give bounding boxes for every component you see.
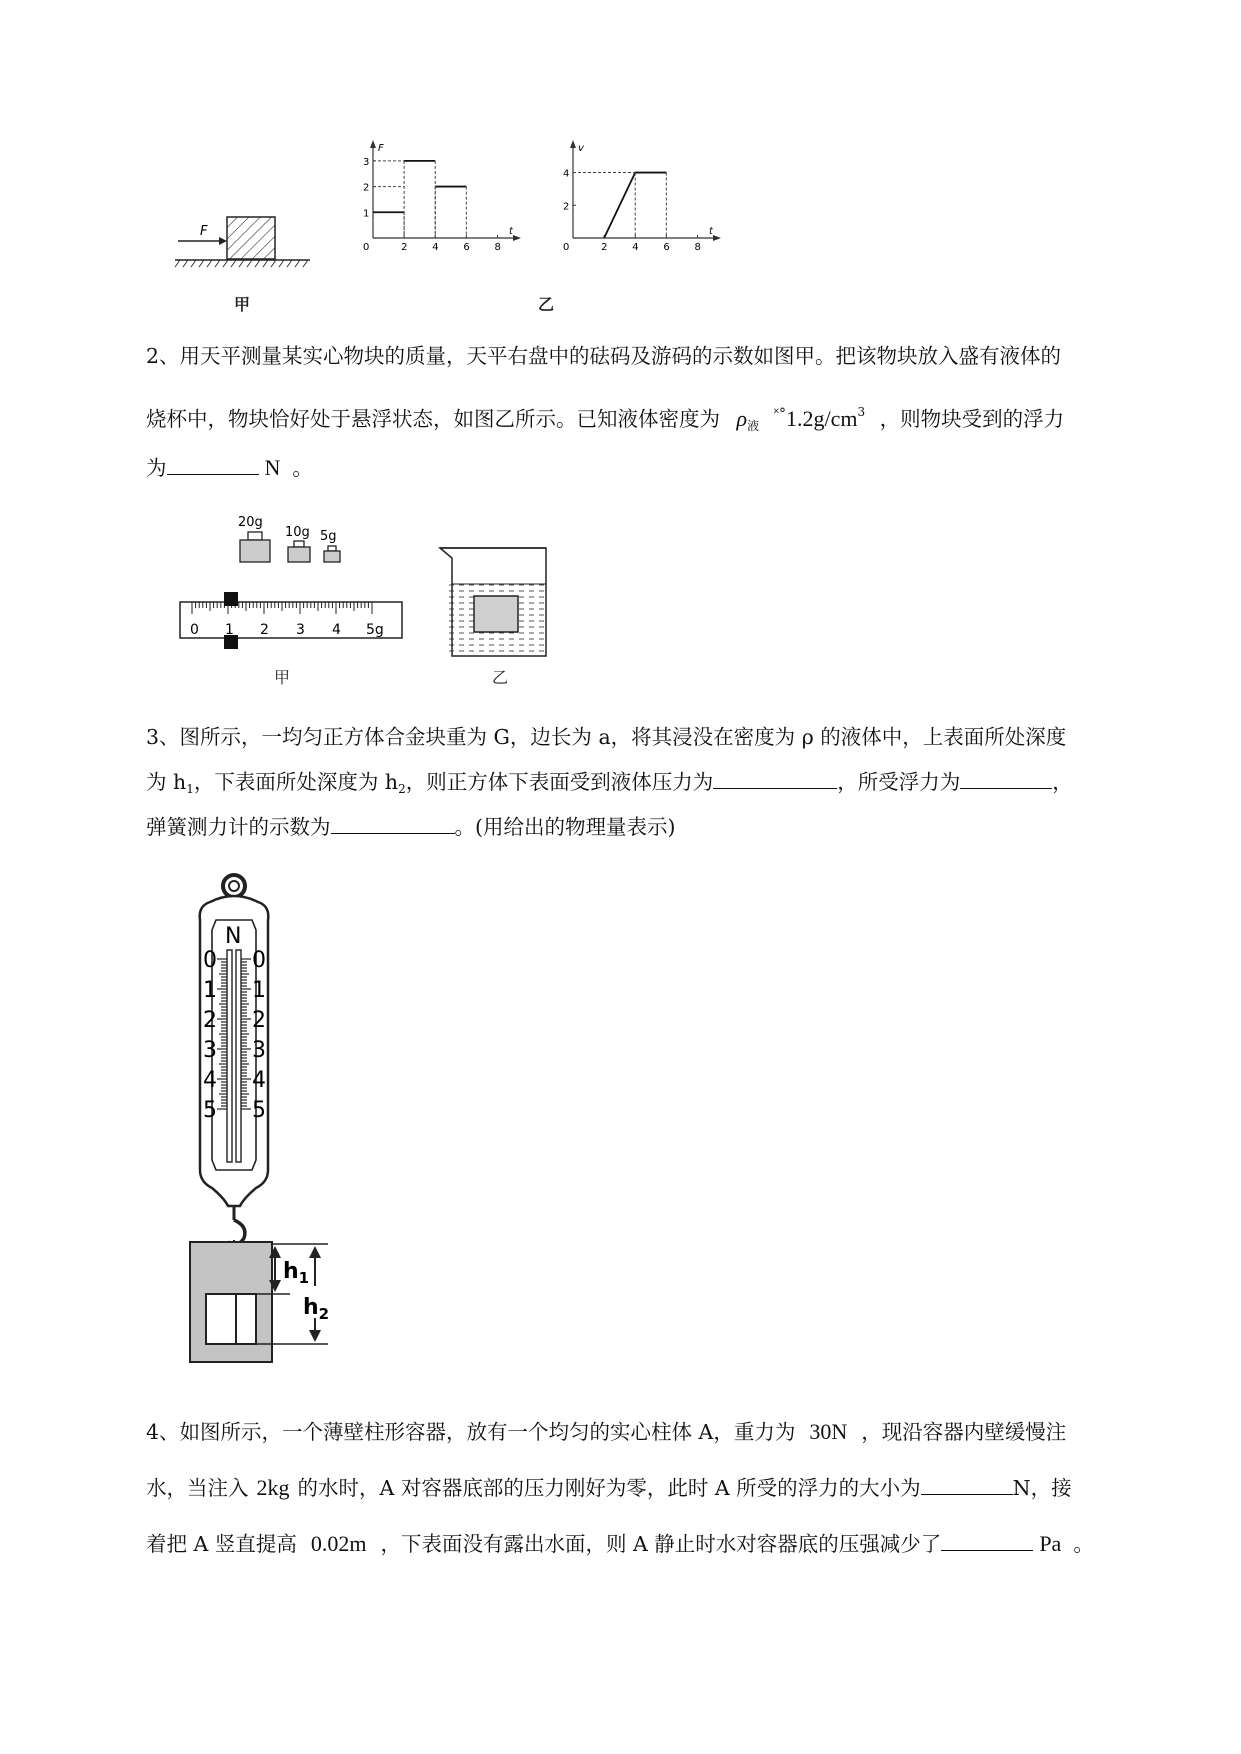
scale-num-left-2: 2	[203, 1008, 217, 1033]
scale-num-left-3: 3	[203, 1038, 217, 1063]
q2-text-d: 。	[292, 456, 313, 480]
scale-num-left-5: 5	[203, 1098, 217, 1123]
scale-num-right-1: 1	[252, 978, 266, 1003]
q2-unit: N	[264, 455, 281, 480]
q4-text-f: 着把 A 竖直提高	[146, 1532, 297, 1556]
floating-block	[474, 596, 518, 632]
spring-scale-diagram	[180, 870, 380, 1380]
q3-blank-reading[interactable]	[331, 813, 455, 834]
weight-5g	[324, 546, 340, 562]
q2-answer-blank[interactable]	[167, 454, 259, 475]
x-axis-arrow	[513, 235, 521, 241]
h2-label: $h_2$	[303, 1295, 330, 1323]
q3-line-1: 3、图所示，一均匀正方体合金块重为 G，边长为 a，将其浸没在密度为 ρ 的液体中，上表面所处深度	[146, 725, 1067, 749]
caption-yi-q2: 乙	[492, 668, 509, 687]
q2-line-2	[146, 384, 1156, 440]
question-4	[146, 1404, 1156, 1572]
q4-text-c: 水，当注入	[146, 1476, 249, 1500]
scale-num-right-3: 3	[252, 1038, 266, 1063]
y-axis-label: v	[578, 143, 584, 154]
beaker-diagram	[438, 546, 558, 661]
x-axis-label: t	[709, 226, 713, 237]
caption-jia-q1: 甲	[234, 295, 251, 314]
scale-label-1: 1	[225, 622, 234, 638]
x-tick-label: 0	[363, 242, 370, 253]
scale-num-left-4: 4	[203, 1068, 217, 1093]
weight-20g	[240, 532, 270, 562]
q4-line-3	[146, 1516, 1156, 1572]
q3-text-b: ，下表面所处深度为 h	[193, 770, 399, 794]
question-2	[146, 328, 1156, 496]
q4-text-h: 。	[1073, 1532, 1094, 1556]
y-axis-arrow	[570, 140, 576, 148]
h1-label: $h_1$	[283, 1259, 310, 1287]
x-tick-label: 8	[694, 242, 701, 253]
scale-unit-label: N	[225, 924, 242, 949]
submerged-cube	[206, 1294, 256, 1344]
scale-num-left-1: 1	[203, 978, 217, 1003]
scale-num-right-2: 2	[252, 1008, 266, 1033]
balance-weights-diagram	[170, 510, 410, 655]
q4-blank-buoyancy[interactable]	[921, 1474, 1013, 1495]
q4-lift-height: 0.02m	[310, 1531, 367, 1556]
x-tick-label: 0	[563, 242, 570, 253]
x-tick-label: 6	[463, 242, 470, 253]
q3-blank-pressure[interactable]	[713, 768, 837, 789]
y-axis-label: F	[378, 143, 384, 154]
q3-text-c: ，则正方体下表面受到液体压力为	[405, 770, 714, 794]
q3-line-2	[146, 760, 1156, 805]
scale-label-0: 0	[190, 622, 199, 638]
rho-subscript: 液	[747, 419, 760, 433]
q2-text-a: 烧杯中，物块恰好处于悬浮状态，如图乙所示。已知液体密度为	[146, 407, 720, 431]
q3-text-g: 。(用给出的物理量表示)	[454, 815, 676, 839]
density-exponent: 3	[857, 405, 866, 419]
q3-text-a: 为 h	[146, 770, 187, 794]
scale-num-right-5: 5	[252, 1098, 266, 1123]
q3-h1-sub: 1	[186, 782, 194, 796]
scale-num-right-0: 0	[252, 948, 266, 973]
density-value: 1.2g/cm	[786, 406, 858, 431]
x-tick-label: 2	[401, 242, 408, 253]
q2-text-c: 为	[146, 456, 167, 480]
question-3	[146, 715, 1156, 850]
force-time-chart	[355, 140, 525, 270]
weight-label-20g: 20g	[238, 515, 263, 530]
scale-num-right-4: 4	[252, 1068, 266, 1093]
y-tick-label: 2	[563, 201, 570, 213]
y-tick-label: 3	[363, 156, 370, 168]
x-tick-label: 2	[601, 242, 608, 253]
q2-figure-group	[170, 510, 570, 690]
caption-yi-q1: 乙	[538, 295, 555, 314]
q4-blank-pressure[interactable]	[941, 1530, 1033, 1551]
y-tick-label: 1	[363, 208, 370, 220]
scale-label-3: 3	[296, 622, 305, 638]
q3-text-e: ，	[1052, 770, 1073, 794]
scale-label-2: 2	[260, 622, 269, 638]
equals-mark: ˟°	[773, 406, 786, 422]
q2-line-1: 2、用天平测量某实心物块的质量，天平右盘中的砝码及游码的示数如图甲。把该物块放入盛有液体的	[146, 344, 1062, 368]
x-tick-label: 8	[494, 242, 501, 253]
scale-num-left-0: 0	[203, 948, 217, 973]
q3-text-f: 弹簧测力计的示数为	[146, 815, 331, 839]
q4-text-d: 的水时，A 对容器底部的压力刚好为零，此时 A 所受的浮力的大小为	[297, 1476, 921, 1500]
q4-text-e: N，接	[1012, 1476, 1072, 1500]
weight-label-10g: 10g	[285, 525, 310, 540]
y-tick-label: 4	[563, 168, 570, 180]
y-axis-arrow	[370, 140, 376, 148]
caption-jia-q2: 甲	[274, 668, 291, 687]
x-axis-label: t	[509, 226, 513, 237]
q3-blank-buoyancy[interactable]	[960, 768, 1052, 789]
q2-text-b: ，则物块受到的浮力	[879, 407, 1065, 431]
q4-text-g: ，下表面没有露出水面，则 A 静止时水对容器底的压强减少了	[380, 1532, 942, 1556]
scale-label-4: 4	[332, 622, 341, 638]
x-tick-label: 4	[432, 242, 439, 253]
q2-line-3	[146, 440, 1156, 496]
q4-text-a: 4、如图所示，一个薄壁柱形容器，放有一个均匀的实心柱体 A，重力为	[146, 1420, 796, 1444]
q4-water-mass: 2kg	[256, 1475, 290, 1500]
q4-line-1	[146, 1404, 1156, 1460]
block-push-diagram	[170, 205, 320, 285]
rho-symbol: ρ	[736, 406, 748, 431]
q1-figure-group	[150, 140, 770, 320]
weight-label-5g: 5g	[320, 529, 337, 544]
rider-top	[224, 592, 238, 606]
x-tick-label: 6	[663, 242, 670, 253]
y-tick-label: 2	[363, 182, 370, 194]
q3-text-d: ，所受浮力为	[837, 770, 961, 794]
force-label: F	[200, 224, 208, 239]
scale-label-5: 5g	[366, 622, 384, 638]
q4-unit-pa: Pa	[1039, 1531, 1062, 1556]
velocity-time-chart	[555, 140, 725, 270]
q3-h2-sub: 2	[398, 782, 406, 796]
weight-10g	[288, 541, 310, 562]
x-axis-arrow	[713, 235, 721, 241]
q4-weight: 30N	[809, 1419, 848, 1444]
x-tick-label: 4	[632, 242, 639, 253]
q4-text-b: ，现沿容器内壁缓慢注	[861, 1420, 1067, 1444]
q4-line-2	[146, 1460, 1156, 1516]
q3-line-3	[146, 805, 1156, 850]
